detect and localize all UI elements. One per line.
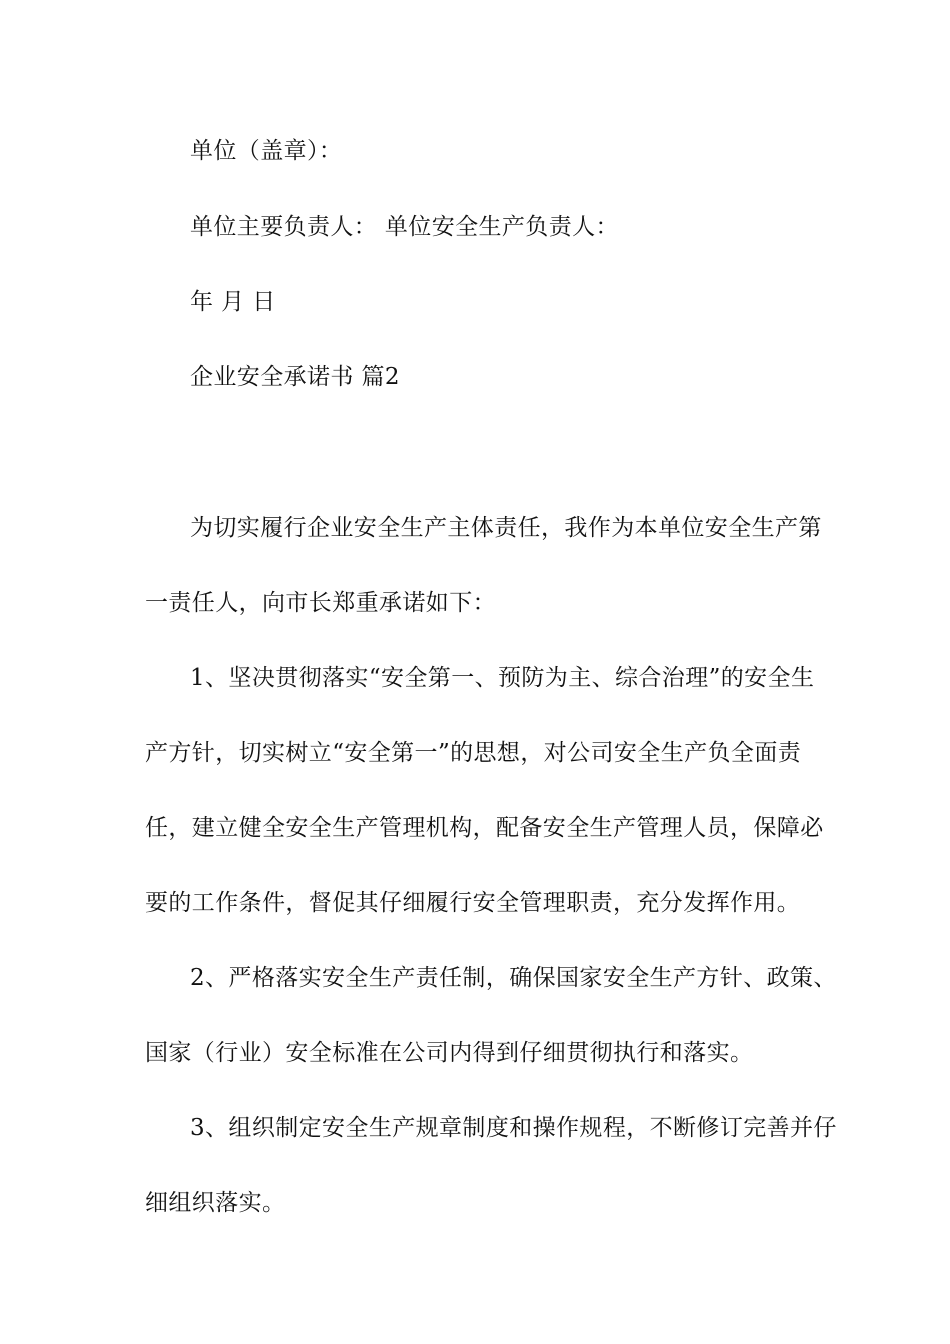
- seal-line: 单位（盖章）：: [190, 138, 343, 164]
- paragraph-line: 3、组织制定安全生产规章制度和操作规程，不断修订完善并仔: [190, 1115, 837, 1141]
- section-title: 企业安全承诺书 篇2: [190, 364, 400, 390]
- responsible-persons-line: 单位主要负责人： 单位安全生产负责人：: [190, 214, 619, 240]
- paragraph-line: 国家（行业）安全标准在公司内得到仔细贯彻执行和落实。: [145, 1040, 754, 1066]
- paragraph-line: 为切实履行企业安全生产主体责任，我作为本单位安全生产第: [190, 515, 822, 541]
- paragraph-line: 要的工作条件，督促其仔细履行安全管理职责，充分发挥作用。: [145, 890, 801, 916]
- paragraph-line: 一责任人，向市长郑重承诺如下：: [145, 590, 496, 616]
- paragraph-line: 产方针，切实树立“安全第一”的思想，对公司安全生产负全面责: [145, 740, 802, 766]
- paragraph-line: 任，建立健全安全生产管理机构，配备安全生产管理人员，保障必: [145, 815, 824, 841]
- paragraph-line: 2、严格落实安全生产责任制，确保国家安全生产方针、政策、: [190, 965, 837, 991]
- paragraph-line: 1、坚决贯彻落实“安全第一、预防为主、综合治理”的安全生: [190, 665, 815, 691]
- paragraph-line: 细组织落实。: [145, 1190, 286, 1216]
- date-line: 年 月 日: [190, 289, 276, 315]
